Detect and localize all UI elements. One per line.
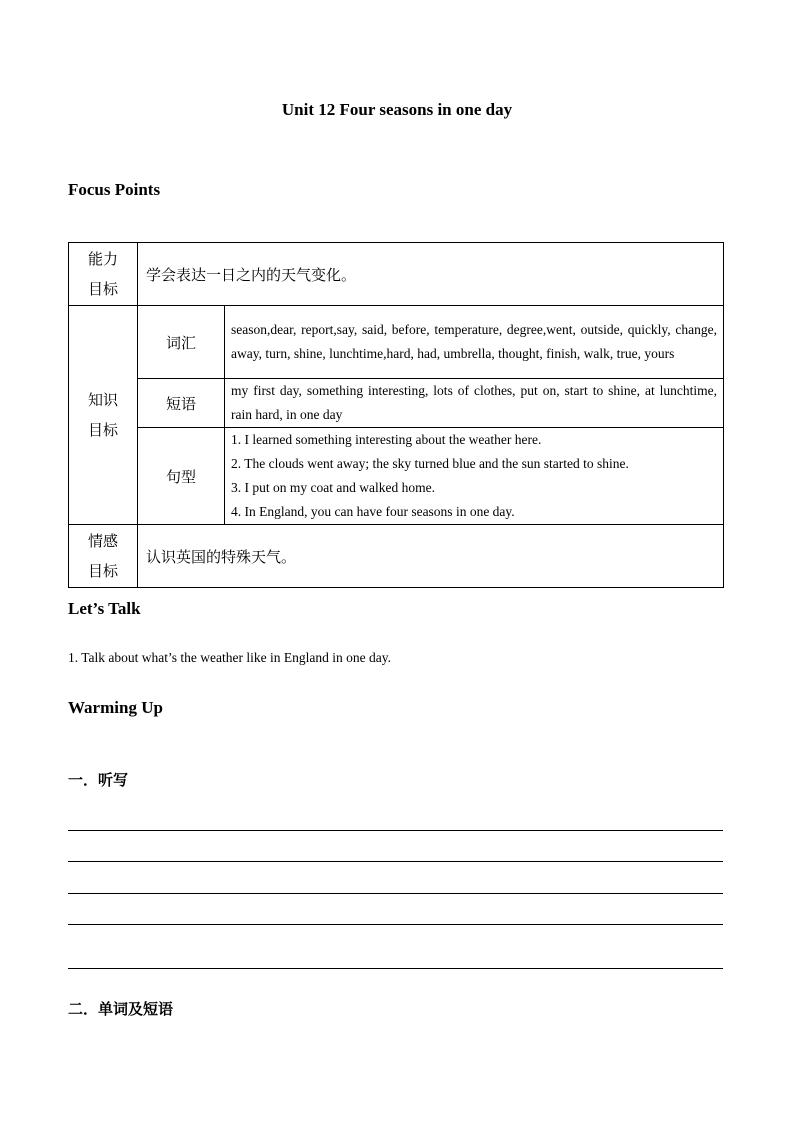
ability-label-line1: 能力 (87, 250, 118, 268)
lets-talk-heading: Let’s Talk (68, 599, 141, 618)
table-row-ability (69, 243, 724, 306)
focus-points-table (68, 242, 724, 588)
vocab-label: 词汇 (138, 306, 225, 379)
page-title: Unit 12 Four seasons in one day (281, 100, 513, 119)
sentence-label: 句型 (138, 428, 225, 525)
knowledge-label-line1: 知识 (87, 391, 118, 409)
table-row-vocab (69, 306, 724, 379)
answer-line (68, 830, 723, 831)
warming-up-heading: Warming Up (68, 698, 163, 717)
knowledge-label-line2: 目标 (87, 421, 118, 439)
answer-line (68, 924, 723, 925)
knowledge-label-cell (69, 306, 138, 525)
words-phrases-heading: 二．单词及短语 (68, 1000, 174, 1018)
table-row-sentence (69, 428, 724, 525)
answer-line (68, 893, 723, 894)
ability-text: 学会表达一日之内的天气变化。 (138, 243, 724, 306)
sentence-item: 3. I put on my coat and walked home. (231, 480, 435, 495)
emotion-label-line1: 情感 (87, 532, 118, 550)
emotion-label-line2: 目标 (87, 562, 118, 580)
sentence-item: 4. In England, you can have four seasons in one day. (231, 504, 515, 519)
sentence-cell (225, 428, 724, 525)
emotion-text: 认识英国的特殊天气。 (138, 525, 724, 588)
answer-line (68, 968, 723, 969)
ability-label-line2: 目标 (87, 280, 118, 298)
table-row-phrase (69, 379, 724, 428)
sentence-item: 1. I learned something interesting about the weather here. (231, 432, 542, 447)
ability-label-cell (69, 243, 138, 306)
phrase-label: 短语 (138, 379, 225, 428)
vocab-text: season,dear, report,say, said, before, temperature, degree,went, outside, quickly, change, away, turn, shine, lunchtime,hard, had, umbrella, thought, finish, walk, true, yours (225, 306, 724, 379)
phrase-text: my first day, something interesting, lots of clothes, put on, start to shine, at lunchtime, rain hard, in one day (225, 379, 724, 428)
lets-talk-item: 1. Talk about what’s the weather like in England in one day. (68, 650, 391, 665)
table-row-emotion (69, 525, 724, 588)
sentence-item: 2. The clouds went away; the sky turned blue and the sun started to shine. (231, 456, 629, 471)
answer-line (68, 861, 723, 862)
emotion-label-cell (69, 525, 138, 588)
dictation-heading: 一．听写 (68, 771, 129, 789)
focus-points-heading: Focus Points (68, 180, 161, 199)
